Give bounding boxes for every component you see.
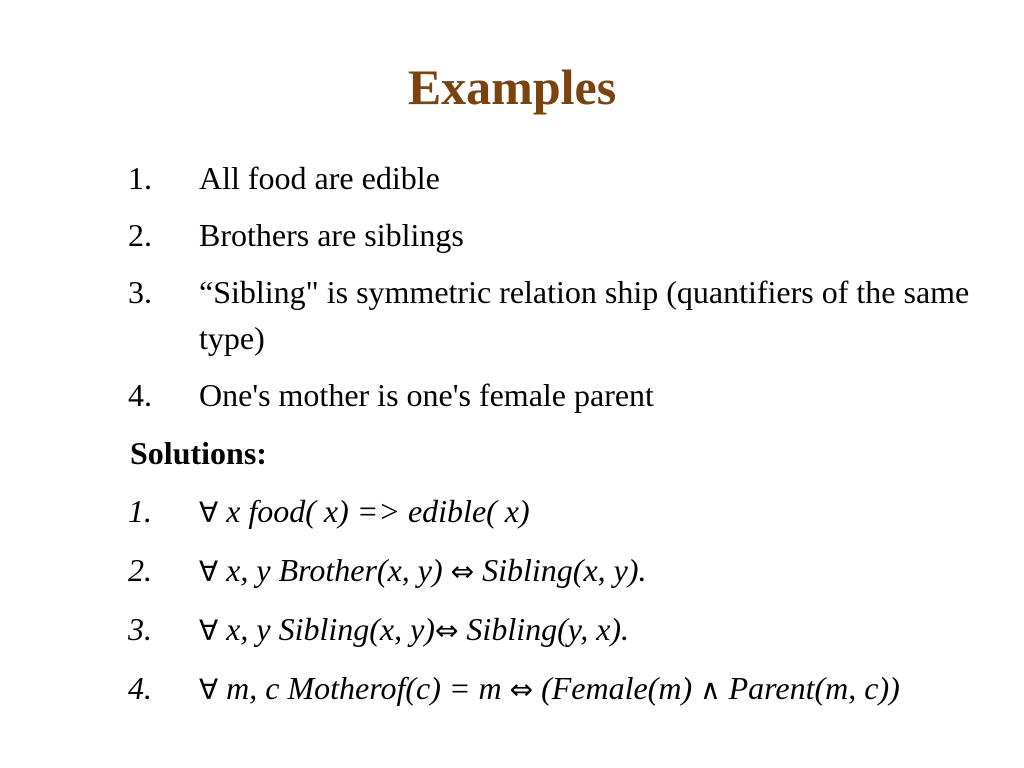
solutions-list [128,488,1008,724]
item-number: 1. [128,160,152,196]
formula-text: Sibling(x, y). [474,552,647,588]
solution-item [128,488,1008,536]
forall-symbol: ∀ [199,496,219,529]
formula-text: Sibling(y, x). [458,611,630,647]
solution-number: 4. [128,670,152,706]
list-item [128,269,988,361]
solution-formula [199,665,1008,713]
solution-number: 2. [128,552,152,588]
solution-formula [199,488,1008,536]
iff-symbol: ⇔ [509,673,534,706]
forall-symbol: ∀ [199,555,219,588]
solution-number: 1. [128,493,152,529]
item-text: All food are edible [199,160,440,196]
item-number: 3. [128,274,152,310]
forall-symbol: ∀ [199,673,219,706]
solution-item [128,547,1008,595]
and-symbol: ∧ [700,673,721,706]
item-text: One's mother is one's female parent [199,377,654,413]
examples-list [128,155,988,429]
slide-title: Examples [407,59,617,115]
iff-symbol: ⇔ [450,555,475,588]
forall-symbol: ∀ [199,614,219,647]
list-item [128,155,988,201]
formula-text: x food( x) => edible( x) [218,493,530,529]
formula-text: m, c Motherof(c) = m [218,670,510,706]
formula-text: x, y Brother(x, y) [218,552,451,588]
list-item [128,212,988,258]
solution-number: 3. [128,611,152,647]
solution-item [128,665,1008,713]
item-text: “Sibling" is symmetric relation ship (quantifiers of the same type) [199,274,970,356]
solutions-heading: Solutions: [130,435,267,471]
item-number: 2. [128,217,152,253]
formula-text: (Female(m) [533,670,701,706]
list-item [128,372,988,418]
item-text: Brothers are siblings [199,217,464,253]
iff-symbol: ⇔ [434,614,459,647]
solution-item [128,606,1008,654]
solution-formula [199,606,1008,654]
formula-text: x, y Sibling(x, y) [218,611,435,647]
item-number: 4. [128,377,152,413]
formula-text: Parent(m, c)) [720,670,900,706]
solution-formula [199,547,1008,595]
